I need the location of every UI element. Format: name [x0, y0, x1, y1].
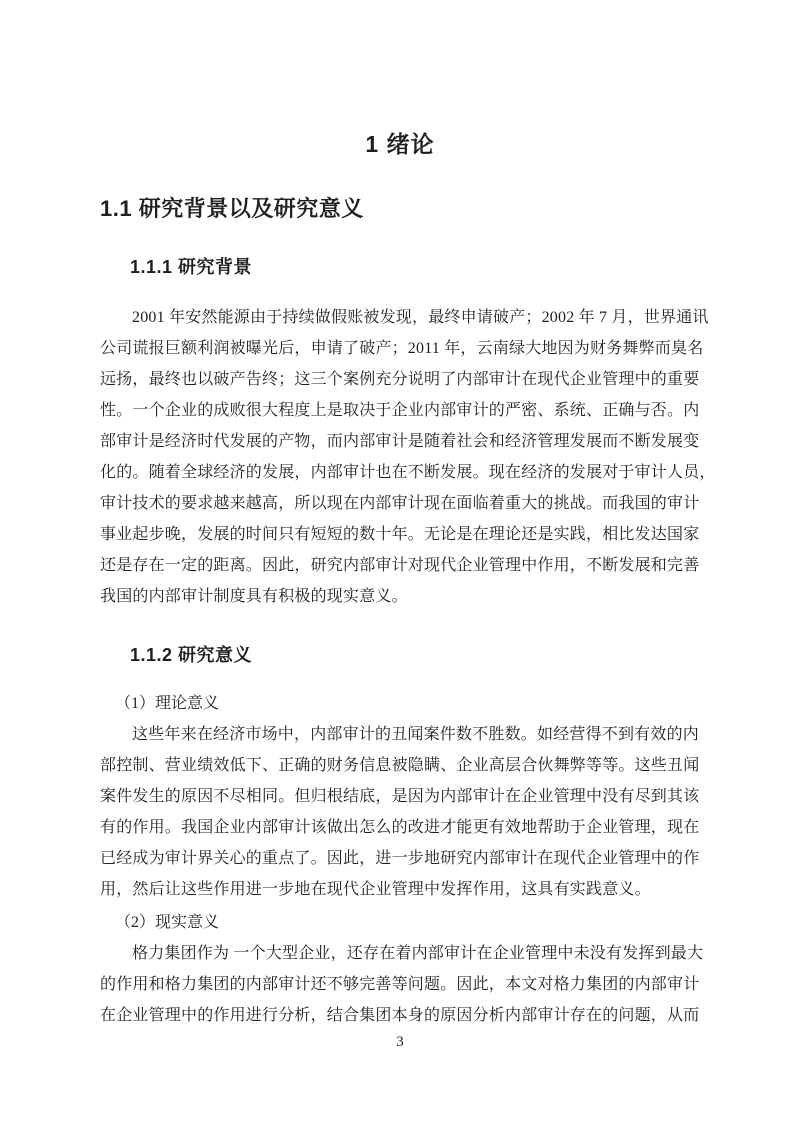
subsection-title-1-1-1: 1.1.1 研究背景 — [130, 257, 253, 277]
text-line: 已经成为审计界关心的重点了。因此，进一步地研究内部审计在现代企业管理中的作 — [100, 850, 700, 867]
text-line: 用，然后让这些作用进一步地在现代企业管理中发挥作用，这具有实践意义。 — [100, 881, 651, 898]
page-number: 3 — [396, 1034, 404, 1050]
text-line: 有的作用。我国企业内部审计该做出怎么的改进才能更有效地帮助于企业管理，现在 — [100, 819, 700, 836]
text-line: 事业起步晚，发展的时间只有短短的数十年。无论是在理论还是实践，相比发达国家 — [100, 526, 700, 543]
paragraph-practical-significance — [100, 938, 704, 1031]
paragraph-research-background — [100, 302, 716, 612]
list-item-theoretical-significance: （1）理论意义 — [115, 695, 220, 712]
text-line: 审计技术的要求越来越高，所以现在内部审计现在面临着重大的挑战。而我国的审计 — [100, 495, 700, 512]
list-item-practical-significance: （2）现实意义 — [115, 914, 220, 931]
paragraph-theoretical-significance — [100, 719, 700, 905]
text-line: 我国的内部审计制度具有积极的现实意义。 — [100, 588, 408, 605]
text-line: 部审计是经济时代发展的产物，而内部审计是随着社会和经济管理发展而不断发展变 — [100, 433, 700, 450]
text-line: 公司谎报巨额利润被曝光后，申请了破产；2011 年，云南绿大地因为财务舞弊而臭名 — [100, 340, 704, 357]
chapter-title: 1 绪论 — [365, 131, 435, 157]
text-line: 性。一个企业的成败很大程度上是取决于企业内部审计的严密、系统、正确与否。内 — [100, 402, 700, 419]
text-line: 这些年来在经济市场中，内部审计的丑闻案件数不胜数。如经营得不到有效的内 — [132, 726, 700, 743]
text-line: 还是存在一定的距离。因此，研究内部审计对现代企业管理中作用，不断发展和完善 — [100, 557, 700, 574]
document-content — [100, 130, 716, 1051]
text-line: 远扬，最终也以破产告终；这三个案例充分说明了内部审计在现代企业管理中的重要 — [100, 371, 700, 388]
text-line: 案件发生的原因不尽相同。但归根结底，是因为内部审计在企业管理中没有尽到其该 — [100, 788, 700, 805]
text-line: 2001 年安然能源由于持续做假账被发现，最终申请破产；2002 年 7 月，世界通讯 — [132, 309, 709, 326]
text-line: 部控制、营业绩效低下、正确的财务信息被隐瞒、企业高层合伙舞弊等等。这些丑闻 — [100, 757, 700, 774]
subsection-title-1-1-2: 1.1.2 研究意义 — [130, 645, 253, 665]
text-line: 的作用和格力集团的内部审计还不够完善等问题。因此，本文对格力集团的内部审计 — [100, 976, 700, 993]
text-line: 化的。随着全球经济的发展，内部审计也在不断发展。现在经济的发展对于审计人员， — [100, 464, 716, 481]
section-title-1-1: 1.1 研究背景以及研究意义 — [100, 196, 364, 221]
text-line: 在企业管理中的作用进行分析，结合集团本身的原因分析内部审计存在的问题，从而 — [100, 1007, 700, 1024]
text-line: 格力集团作为 一个大型企业，还存在着内部审计在企业管理中未没有发挥到最大 — [132, 945, 704, 962]
